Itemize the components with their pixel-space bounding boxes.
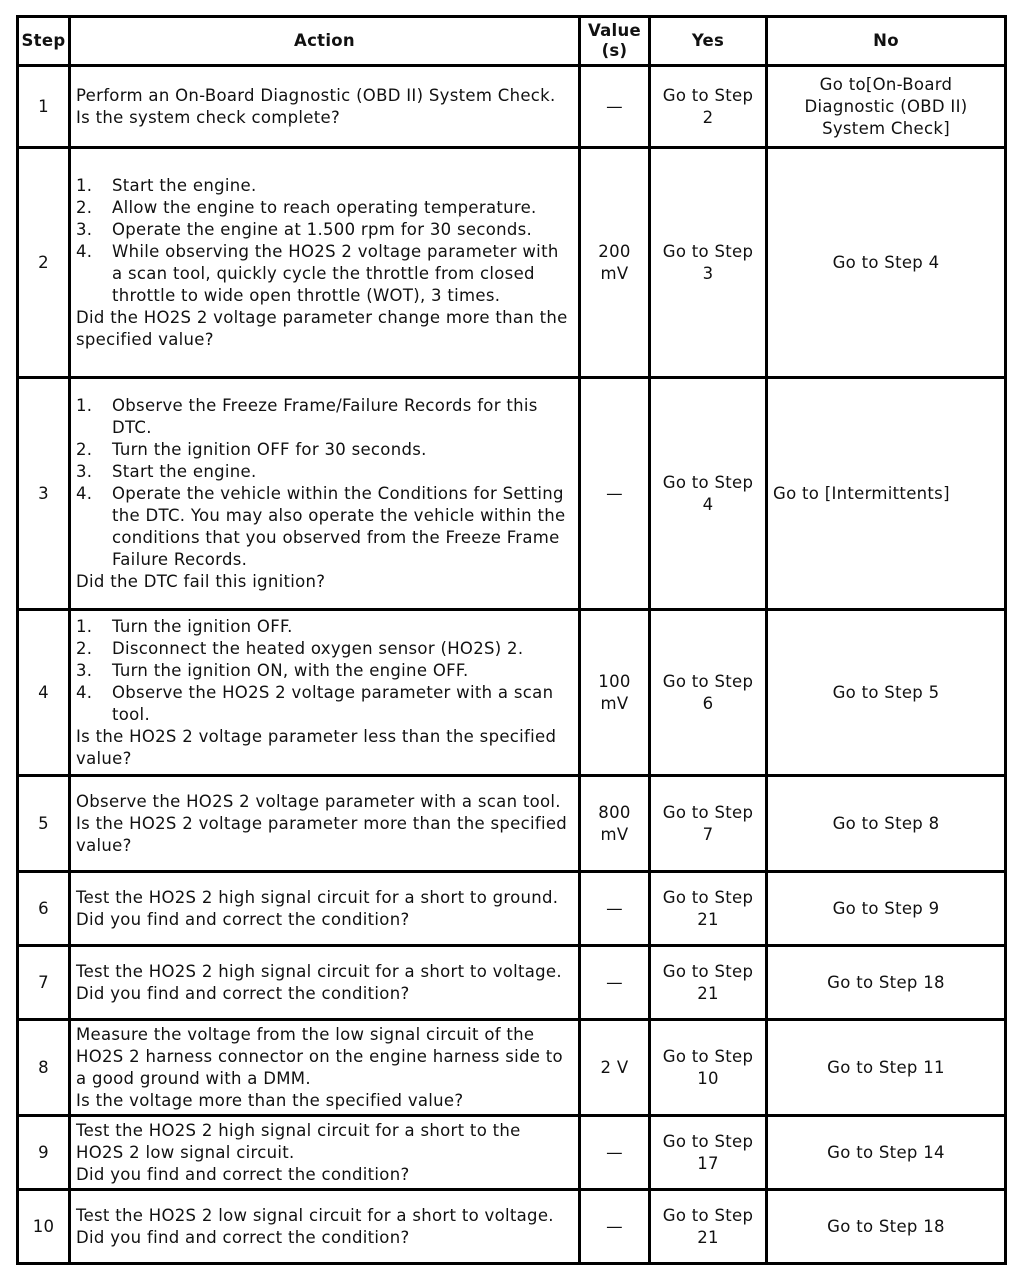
action-step-text: Turn the ignition ON, with the engine OFF.	[112, 660, 469, 680]
action-step-text: Turn the ignition OFF for 30 seconds.	[112, 439, 427, 459]
yes-cell: Go to Step 21	[650, 946, 767, 1020]
yes-cell: Go to Step 7	[650, 776, 767, 872]
action-steps	[76, 616, 573, 726]
value-cell: —	[580, 378, 650, 610]
action-step-text: Operate the engine at 1.500 rpm for 30 seconds.	[112, 219, 533, 239]
action-step-item	[76, 197, 573, 219]
value-cell: —	[580, 1190, 650, 1264]
no-cell: Go to [Intermittents]	[767, 378, 1006, 610]
no-cell: Go to Step 18	[767, 1190, 1006, 1264]
step-number: 6	[18, 872, 70, 946]
table-row	[18, 946, 1006, 1020]
diagnostic-table	[16, 15, 1007, 1265]
action-step-text: Disconnect the heated oxygen sensor (HO2S) 2.	[112, 638, 524, 658]
header-value	[580, 17, 650, 66]
action-intro: Perform an On-Board Diagnostic (OBD II) System Check.	[76, 85, 556, 105]
header-step: Step	[18, 17, 70, 66]
no-cell: Go to Step 4	[767, 148, 1006, 378]
action-step-number: 3.	[76, 461, 93, 481]
action-step-number: 4.	[76, 483, 93, 503]
action-step-number: 4.	[76, 241, 93, 261]
table-row	[18, 148, 1006, 378]
action-question: Did you find and correct the condition?	[76, 983, 410, 1003]
value-cell: 200 mV	[580, 148, 650, 378]
action-step-number: 2.	[76, 638, 93, 658]
header-row	[18, 17, 1006, 66]
no-cell: Go to Step 8	[767, 776, 1006, 872]
action-intro: Test the HO2S 2 high signal circuit for a short to the HO2S 2 low signal circuit.	[76, 1120, 521, 1162]
action-step-number: 2.	[76, 439, 93, 459]
table-row	[18, 1020, 1006, 1116]
action-cell	[70, 66, 580, 148]
action-intro: Test the HO2S 2 low signal circuit for a short to voltage.	[76, 1205, 554, 1225]
yes-cell: Go to Step 21	[650, 1190, 767, 1264]
action-intro: Test the HO2S 2 high signal circuit for a short to voltage.	[76, 961, 562, 981]
action-question: Did you find and correct the condition?	[76, 1164, 410, 1184]
action-step-item	[76, 682, 573, 726]
action-step-item	[76, 439, 573, 461]
value-cell: 2 V	[580, 1020, 650, 1116]
value-cell: 800 mV	[580, 776, 650, 872]
action-step-item	[76, 483, 573, 571]
action-step-text: While observing the HO2S 2 voltage parameter with a scan tool, quickly cycle the throttle from closed throttle to wide open throttle (WOT), 3 times.	[112, 241, 559, 305]
value-cell: —	[580, 1116, 650, 1190]
step-number: 7	[18, 946, 70, 1020]
action-step-number: 1.	[76, 175, 93, 195]
action-step-number: 2.	[76, 197, 93, 217]
no-cell: Go to Step 9	[767, 872, 1006, 946]
action-step-text: Observe the Freeze Frame/Failure Records for this DTC.	[112, 395, 538, 437]
action-step-text: Start the engine.	[112, 461, 257, 481]
action-intro: Observe the HO2S 2 voltage parameter with a scan tool.	[76, 791, 561, 811]
yes-cell: Go to Step 4	[650, 378, 767, 610]
action-step-number: 3.	[76, 660, 93, 680]
yes-cell: Go to Step 10	[650, 1020, 767, 1116]
action-question: Is the HO2S 2 voltage parameter more than the specified value?	[76, 813, 568, 855]
step-number: 2	[18, 148, 70, 378]
action-cell	[70, 1116, 580, 1190]
header-yes: Yes	[650, 17, 767, 66]
header-no: No	[767, 17, 1006, 66]
table-row	[18, 378, 1006, 610]
action-question: Did you find and correct the condition?	[76, 1227, 410, 1247]
no-cell: Go to Step 18	[767, 946, 1006, 1020]
action-question: Did you find and correct the condition?	[76, 909, 410, 929]
action-step-text: Operate the vehicle within the Conditions for Setting the DTC. You may also operate the vehicle within the conditions that you observed from the Freeze Frame Failure Records.	[112, 483, 566, 569]
action-step-item	[76, 175, 573, 197]
yes-cell: Go to Step 21	[650, 872, 767, 946]
action-cell	[70, 872, 580, 946]
step-number: 8	[18, 1020, 70, 1116]
action-question: Is the HO2S 2 voltage parameter less than the specified value?	[76, 726, 557, 768]
no-cell: Go to Step 14	[767, 1116, 1006, 1190]
table-row	[18, 1116, 1006, 1190]
step-number: 3	[18, 378, 70, 610]
header-action: Action	[70, 17, 580, 66]
value-cell: —	[580, 872, 650, 946]
action-steps	[76, 175, 573, 307]
step-number: 9	[18, 1116, 70, 1190]
value-cell: 100 mV	[580, 610, 650, 776]
action-question: Did the HO2S 2 voltage parameter change more than the specified value?	[76, 307, 568, 349]
value-cell: —	[580, 66, 650, 148]
action-step-number: 1.	[76, 395, 93, 415]
action-step-item	[76, 638, 573, 660]
step-number: 1	[18, 66, 70, 148]
action-intro: Test the HO2S 2 high signal circuit for a short to ground.	[76, 887, 559, 907]
action-step-number: 1.	[76, 616, 93, 636]
action-question: Did the DTC fail this ignition?	[76, 571, 326, 591]
action-steps	[76, 395, 573, 571]
action-cell	[70, 610, 580, 776]
no-cell: Go to Step 5	[767, 610, 1006, 776]
action-step-item	[76, 219, 573, 241]
action-cell	[70, 1190, 580, 1264]
action-step-text: Turn the ignition OFF.	[112, 616, 293, 636]
action-step-text: Start the engine.	[112, 175, 257, 195]
action-intro: Measure the voltage from the low signal circuit of the HO2S 2 harness connector on the engine harness side to a good ground with a DMM.	[76, 1024, 563, 1088]
yes-cell: Go to Step 2	[650, 66, 767, 148]
action-step-item	[76, 461, 573, 483]
action-question: Is the voltage more than the specified value?	[76, 1090, 464, 1110]
step-number: 4	[18, 610, 70, 776]
yes-cell: Go to Step 3	[650, 148, 767, 378]
no-cell: Go to Step 11	[767, 1020, 1006, 1116]
step-number: 5	[18, 776, 70, 872]
action-question: Is the system check complete?	[76, 107, 341, 127]
table-row	[18, 872, 1006, 946]
action-cell	[70, 946, 580, 1020]
action-step-item	[76, 395, 573, 439]
value-cell: —	[580, 946, 650, 1020]
header-value-text: Value (s)	[587, 21, 642, 60]
table-row	[18, 610, 1006, 776]
table-row	[18, 66, 1006, 148]
table-row	[18, 776, 1006, 872]
yes-cell: Go to Step 17	[650, 1116, 767, 1190]
action-step-item	[76, 241, 573, 307]
action-cell	[70, 1020, 580, 1116]
action-step-text: Observe the HO2S 2 voltage parameter with a scan tool.	[112, 682, 554, 724]
step-number: 10	[18, 1190, 70, 1264]
action-cell	[70, 148, 580, 378]
yes-cell: Go to Step 6	[650, 610, 767, 776]
action-step-text: Allow the engine to reach operating temperature.	[112, 197, 537, 217]
action-step-number: 3.	[76, 219, 93, 239]
table-row	[18, 1190, 1006, 1264]
no-cell: Go to[On-Board Diagnostic (OBD II) System Check]	[767, 66, 1006, 148]
action-step-number: 4.	[76, 682, 93, 702]
action-step-item	[76, 660, 573, 682]
action-step-item	[76, 616, 573, 638]
action-cell	[70, 776, 580, 872]
action-cell	[70, 378, 580, 610]
